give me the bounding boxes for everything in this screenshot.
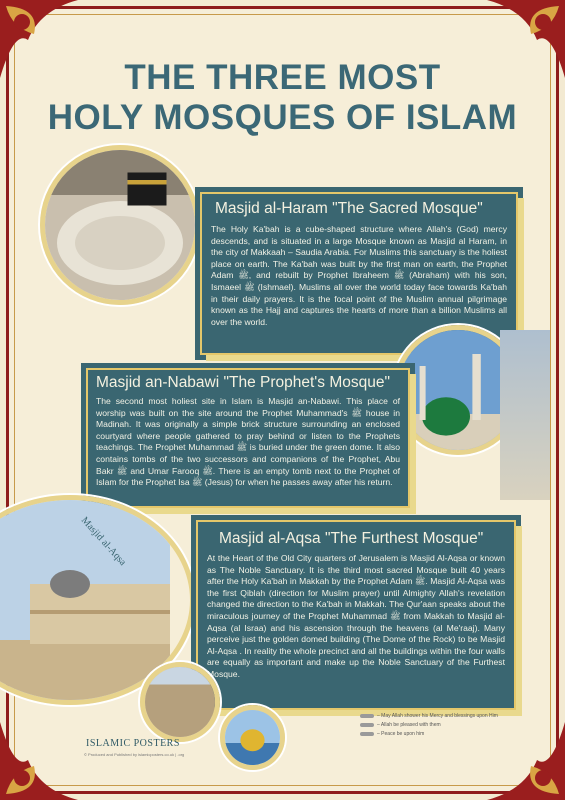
dome-of-the-rock-photo: [220, 705, 285, 770]
section-masjid-an-nabawi: [86, 368, 410, 508]
section-body: The second most holiest site in Islam is Masjid an-Nabawi. This place of worship was built on the site around the Prophet Muhammad's ﷺ house in Madinah. It was originally a simple brick structure surrounding an enclosed courtyard where people gathered to pray behind or listen to the Prophets teachings. The Prophet Muhammad ﷺ is buried under the green dome. It also contains tombs of the two successors and companions of the Prophet, Abu Bakr ﷺ and Umar Farooq ﷺ. There is an empty tomb next to the Prophet of Islam for the Prophet Isa ﷺ (Jesus) for when he passes away after his return.: [96, 396, 401, 488]
section-heading: Masjid al-Aqsa "The Furthest Mosque": [219, 530, 484, 547]
honorific-symbol-icon: [360, 723, 374, 727]
section-heading: Masjid al-Haram "The Sacred Mosque": [215, 200, 483, 217]
honorific-symbol-icon: [360, 732, 374, 736]
page-title-line1: THE THREE MOST: [124, 58, 441, 97]
nabawi-side-photo: [500, 330, 550, 500]
legend-item: – Allah be pleased with them: [360, 721, 498, 730]
honorifics-legend: [360, 712, 498, 739]
kaaba-photo: [40, 145, 200, 305]
section-body: At the Heart of the Old City quarters of Jerusalem is Masjid Al-Aqsa or known as The Noble Sanctuary. It is the third most sacred Mosque built 40 years after the Holy Ka'bah in Makkah by the Prophet Adam ﷺ. Masjid Al-Aqsa was the first Qiblah (direction for Muslim prayer) until Almighty Allah's revelation changed the direction to the Ka'bah in Makkah. The Qur'aan speaks about the miraculous journey of the Prophet Muhammad ﷺ from Makkah to Masjid al-Aqsa (al Israa) and his ascension through the heavens (al Me'raaj). Many perceive just the golden domed building (The Dome of the Rock) to be Masjid Al-Aqsa . In reality the whole precinct and all the buildings within the four walls are equally as important and make up the Noble Sanctuary of the Furthest Mosque.: [207, 553, 505, 679]
section-body: The Holy Ka'bah is a cube-shaped structure where Allah's (God) mercy descends, and is situated in a large Mosque known as Masjid al Haram, in the city of Makkaah – Saudia Arabia. For Muslims this sanctuary is the holiest place on earth. The Ka'bah was built by the first man on earth, the Prophet Adam ﷺ, and rebuilt by Prophet Ibraheem ﷺ (Abraham) with his son, Ismaeel ﷺ (Ishmael). Muslims all over the world today face towards Ka'bah in their daily prayers. It is the focal point of the Muslim annual pilgrimage known as the Hajj and captures the hearts of more than a billion Muslims all over the world.: [211, 224, 508, 327]
honorific-symbol-icon: [360, 714, 374, 718]
legend-item: – May Allah shower his Mercy and blessings upon Him: [360, 712, 498, 721]
jerusalem-city-photo: [140, 662, 220, 742]
aqsa-side-label: Masjid al-Aqsa: [78, 515, 129, 568]
islamic-posters-logo: ISLAMIC POSTERS: [86, 738, 180, 749]
corner-ornament-bottom-left: [0, 722, 78, 800]
corner-ornament-bottom-right: [487, 722, 565, 800]
credit-line: © Produced and Published by islamicposters.co.uk | .org: [84, 752, 185, 757]
section-masjid-al-aqsa: [196, 520, 516, 710]
page-title-line2: HOLY MOSQUES OF ISLAM: [47, 98, 518, 137]
section-heading: Masjid an-Nabawi "The Prophet's Mosque": [96, 374, 390, 391]
legend-item: – Peace be upon him: [360, 730, 498, 739]
